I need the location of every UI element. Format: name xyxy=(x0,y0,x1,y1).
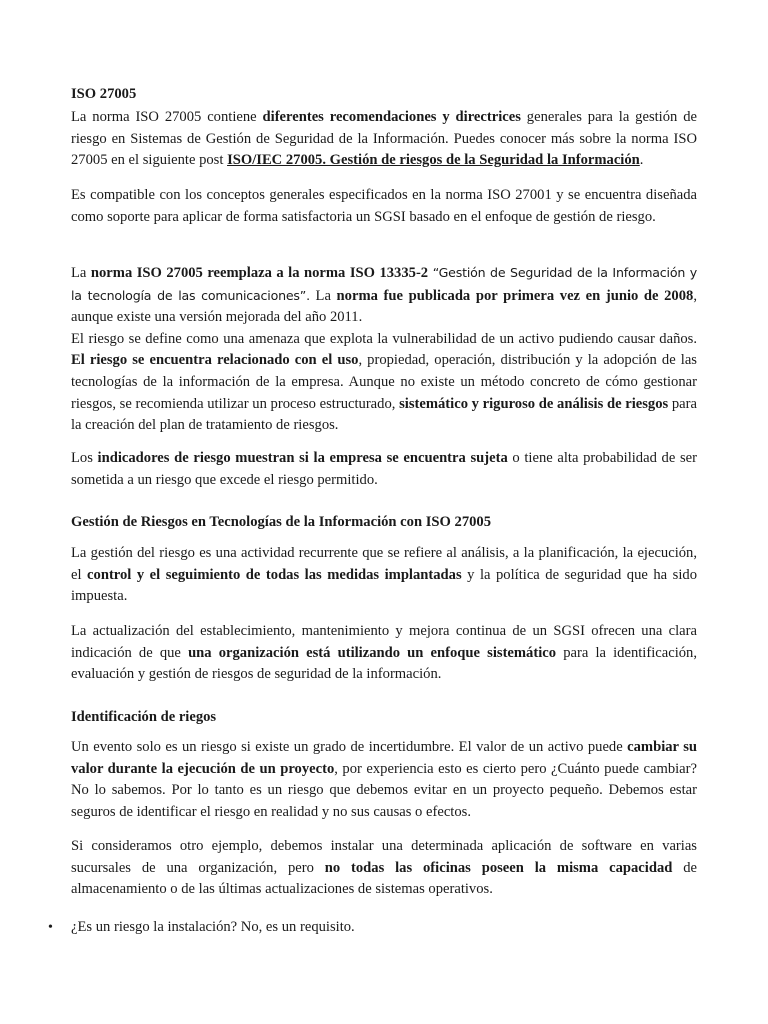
text: de almacenamiento o de las últimas actualizaciones de sistemas operativos. xyxy=(71,859,697,898)
text: y la política de seguridad que ha sido impuesta. xyxy=(71,566,697,605)
text: La gestión del riesgo es una actividad recurrente que se refiere al análisis, a la planificación, la ejecución, el xyxy=(71,545,697,583)
bold-text: norma ISO 27005 reemplaza a la norma ISO 13335-2 xyxy=(90,265,429,281)
bullet-icon: • xyxy=(48,920,53,935)
paragraph-event-risk xyxy=(71,737,697,823)
text: La xyxy=(71,265,91,281)
paragraph-indicators xyxy=(71,448,697,491)
text: La actualización del establecimiento, mantenimiento y mejora continua de un SGSI ofrecen una clara indicación de que xyxy=(71,623,697,661)
bold-text: indicadores de riesgo muestran si la empresa se encuentra sujeta xyxy=(97,450,508,466)
paragraph-replacement-main xyxy=(71,262,697,329)
bold-text: no todas las oficinas poseen la misma capacidad xyxy=(324,859,673,876)
paragraph-sgsi-update xyxy=(71,621,697,686)
heading-iso-27005: ISO 27005 xyxy=(71,86,137,102)
text: El riesgo se define como una amenaza que explota la vulnerabilidad de un activo pudiendo causar daños. xyxy=(71,330,697,347)
bold-text: norma fue publicada por primera vez en junio de 2008 xyxy=(336,287,694,304)
text: , aunque existe una versión mejorada del año 2011. xyxy=(71,287,697,326)
bold-text: diferentes recomendaciones y directrices xyxy=(262,109,521,125)
text: para la identificación, evaluación y gestión de riesgos de seguridad de la información. xyxy=(71,644,697,683)
text: La norma ISO 27005 contiene xyxy=(71,109,263,125)
text: La xyxy=(309,287,337,304)
text: Los xyxy=(71,450,98,466)
bold-text: una organización está utilizando un enfoque sistemático xyxy=(188,644,557,661)
iso-27005-post-link[interactable]: ISO/IEC 27005. Gestión de riesgos de la Seguridad la Información xyxy=(227,152,640,169)
bold-text: control y el seguimiento de todas las medidas implantadas xyxy=(87,566,462,583)
paragraph-example xyxy=(71,836,697,901)
paragraph-intro xyxy=(71,107,697,172)
bold-text: cambiar su valor durante la ejecución de un proyecto xyxy=(71,739,697,777)
text: , propiedad, operación, distribución y la adopción de las tecnologías de la información de la empresa. Aunque no existe un método concreto de cómo gestionar riesgos, se recomienda utilizar un proceso estructurado, xyxy=(71,352,697,412)
text: o tiene alta probabilidad de ser sometida a un riesgo que excede el riesgo permitido. xyxy=(71,450,697,488)
text: Si consideramos otro ejemplo, debemos instalar una determinada aplicación de software en varias sucursales de una organización, pero xyxy=(71,838,697,876)
text: generales para la gestión de riesgo en Sistemas de Gestión de Seguridad de la Información. Puedes conocer más sobre la norma ISO 27005 en el siguiente post xyxy=(71,109,697,169)
heading-risk-identification: Identificación de riegos xyxy=(71,709,217,725)
paragraph-replacement xyxy=(71,262,697,437)
text: para la creación del plan de tratamiento de riesgos. xyxy=(71,395,697,434)
list-item-text: ¿Es un riesgo la instalación? No, es un requisito. xyxy=(71,919,355,935)
bold-text: El riesgo se encuentra relacionado con el uso xyxy=(71,352,359,369)
quoted-title: “Gestión de Seguridad de la Información y la tecnología de las comunicaciones”. xyxy=(71,265,698,303)
heading-risk-management: Gestión de Riesgos en Tecnologías de la Información con ISO 27005 xyxy=(71,514,492,530)
text: . xyxy=(639,152,644,169)
paragraph-risk-management xyxy=(71,543,697,608)
paragraph-compatibility: Es compatible con los conceptos generales especificados en la norma ISO 27001 y se encuentra diseñada como soporte para aplicar de forma satisfactoria un SGSI basado en el enfoque de gestión de riesgo. xyxy=(71,187,697,225)
text: , por experiencia esto es cierto pero ¿Cuánto puede cambiar? No lo sabemos. Por lo tanto es un riesgo que debemos evitar en un proyecto pequeño. Debemos estar seguros de identificar el riesgo en realidad y no sus causas o efectos. xyxy=(71,760,697,820)
bold-text: sistemático y riguroso de análisis de riesgos xyxy=(399,395,669,412)
list-item xyxy=(48,917,697,939)
text: Un evento solo es un riesgo si existe un grado de incertidumbre. El valor de un activo puede xyxy=(71,739,628,755)
paragraph-risk-definition xyxy=(71,329,697,437)
